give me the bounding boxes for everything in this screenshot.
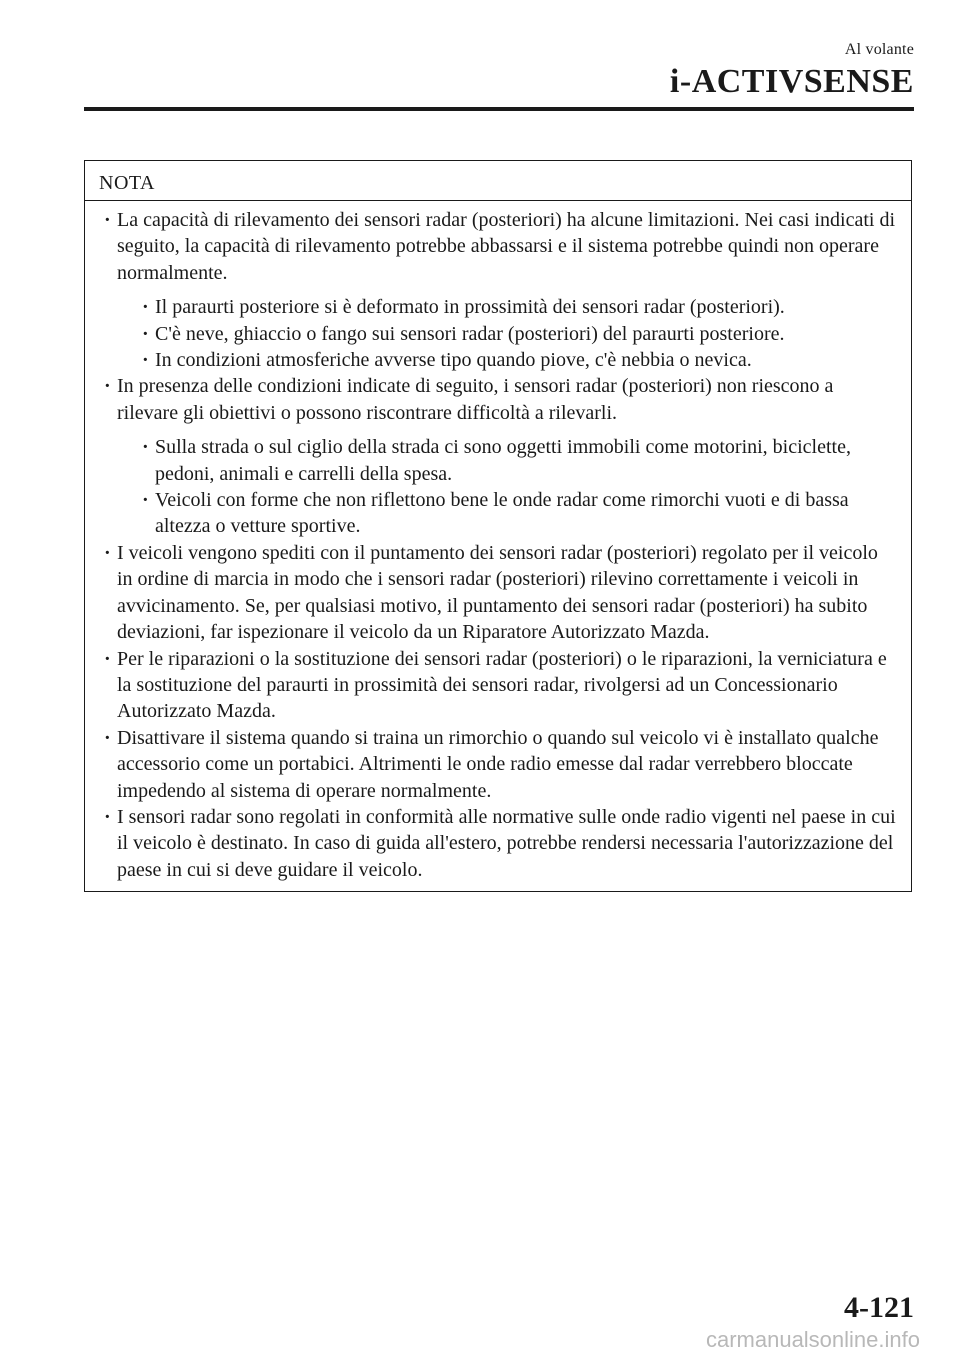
note-box xyxy=(84,160,912,892)
note-item xyxy=(99,373,897,539)
note-title: NOTA xyxy=(85,161,911,201)
note-item-text: In presenza delle condizioni indicate di seguito, i sensori radar (posteriori) non riescono a rilevare gli obiettivi o possono riscontrare difficoltà a rilevarli. xyxy=(117,375,834,424)
note-item-text: Per le riparazioni o la sostituzione dei sensori radar (posteriori) o le riparazioni, la verniciatura e la sostituzione del paraurti in prossimità dei sensori radar, rivolgersi ad un Concessionario Autorizzato Mazda. xyxy=(117,647,887,723)
note-body xyxy=(85,201,911,891)
note-sublist xyxy=(117,294,897,373)
page-header xyxy=(670,40,914,102)
note-subitem: · In condizioni atmosferiche avverse tipo quando piove, c'è nebbia o nevica. xyxy=(137,347,897,373)
watermark-link[interactable]: carmanualsonline.info xyxy=(705,1327,920,1352)
note-subitem: · Veicoli con forme che non riflettono bene le onde radar come rimorchi vuoti e di bassa altezza o vetture sportive. xyxy=(137,487,897,540)
header-rule xyxy=(84,107,914,111)
note-item xyxy=(99,725,897,804)
note-item-text: Disattivare il sistema quando si traina un rimorchio o quando sul veicolo vi è installato qualche accessorio come un portabici. Altrimenti le onde radio emesse dal radar verrebbero bloccate impedendo al sistema di operare normalmente. xyxy=(117,726,879,802)
note-subitem: · Il paraurti posteriore si è deformato in prossimità dei sensori radar (posteriori). xyxy=(137,294,897,320)
note-item-text: I sensori radar sono regolati in conformità alle normative sulle onde radio vigenti nel paese in cui il veicolo è destinato. In caso di guida all'estero, potrebbe rendersi necessaria l'autorizzazione del paese in cui si deve guidare il veicolo. xyxy=(117,805,896,881)
note-item xyxy=(99,540,897,646)
page-number: 4-121 xyxy=(844,1291,914,1324)
section-label: Al volante xyxy=(844,41,914,58)
note-item xyxy=(99,804,897,883)
chapter-title: i-ACTIVSENSE xyxy=(669,63,914,100)
note-item xyxy=(99,207,897,373)
note-subitem: · C'è neve, ghiaccio o fango sui sensori radar (posteriori) del paraurti posteriore. xyxy=(137,321,897,347)
note-item-text: I veicoli vengono spediti con il puntamento dei sensori radar (posteriori) regolato per il veicolo in ordine di marcia in modo che i sensori radar (posteriori) rilevino correttamente i veicoli in avvicinamento. Se, per qualsiasi motivo, il puntamento dei sensori radar (posteriori) ha subito deviazioni, far ispezionare il veicolo da un Riparatore Autorizzato Mazda. xyxy=(117,541,878,644)
note-item-text: La capacità di rilevamento dei sensori radar (posteriori) ha alcune limitazioni. Nei casi indicati di seguito, la capacità di rilevamento potrebbe abbassarsi e il sistema potrebbe quindi non operare normalmente. xyxy=(117,209,896,284)
note-sublist xyxy=(117,434,897,540)
note-subitem: · Sulla strada o sul ciglio della strada ci sono oggetti immobili come motorini, biciclette, pedoni, animali e carrelli della spesa. xyxy=(137,434,897,487)
note-item xyxy=(99,646,897,725)
